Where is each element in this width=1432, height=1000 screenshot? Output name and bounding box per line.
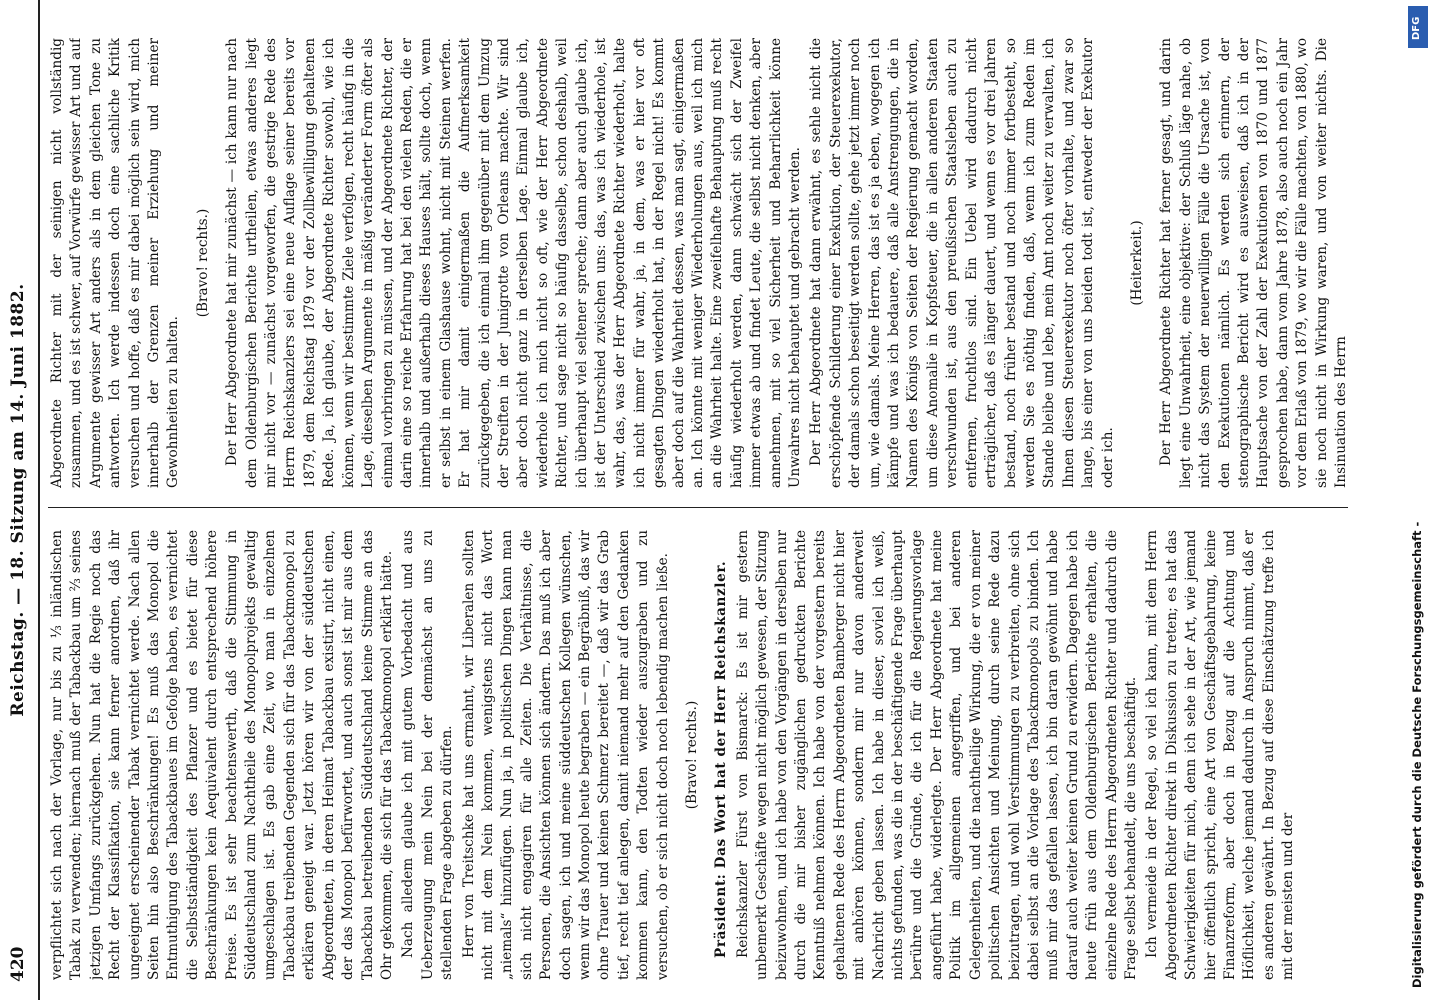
paragraph: Abgeordnete Richter mit der seinigen nicht vollständig zusammen, und es ist schwer, auf Vorwürfe gewisser Art und auf Argumente gewisser Art anders als in dem gleichen Tone zu antworten. Ich werde indessen doch eine sachliche Kritik versuchen und hoffe, daß es mir dabei möglich sein wird, mich innerhalb der Grenzen meiner Erziehung und meiner Gewohnheiten zu halten. bbox=[49, 38, 182, 488]
digitization-credit bbox=[1406, 12, 1428, 988]
running-head: Reichstag. — 18. Sitzung am 14. Juni 1882. bbox=[8, 283, 28, 717]
right-column bbox=[48, 38, 1358, 488]
paragraph: verpflichtet sich nach der Vorlage, nur bis zu ⅓ inländischen Tabak zu verwenden; hiernach muß der Tabackbau um ⅔ seines jetzigen Umfangs zurückgehen. Nun hat die Regie noch das Recht der Klassifikation, sie kann ferner anordnen, daß ihr ungeeignet erscheinender Tabak vernichtet werde. Nach allen Seiten hin also Beschränkungen! Es muß das Monopol die Entmuthigung des Tabackbaues im Gefolge haben, es vernichtet die Selbstständigkeit des Pflanzer und es bietet für diese Beschränkungen kein Aequivalent durch entsprechend höhere Preise. Es ist sehr beachtenswerth, daß die Stimmung in Süddeutschland zum Nachtheile des Monopolprojekts gewaltig umgeschlagen ist. Es gab eine Zeit, wo man in einzelnen Tabackbau treibenden Gegenden sich für das Tabackmonopol zu erklären geneigt war. Jetzt hören wir von der süddeutschen Abgeordneten, in deren Heimat Tabackbau existirt, nicht einen, der das Monopol befürwortet, und auch sonst ist mir aus dem Tabackbau betreibenden Süddeutschland keine Stimme an das Ohr gekommen, die sich für das Tabackmonopol erklärt hätte. bbox=[49, 530, 395, 980]
paragraph: Der Herr Abgeordnete hat mir zunächst — ich kann nur nach dem Oldenburgischen Berichte urtheilen, etwas anderes liegt mir nicht vor — zunächst vorgeworfen, die gestrige Rede des Herrn Reichskanzlers sei eine neue Auflage seiner bereits vor 1879, dem Reichstag 1879 vor der Zollbewilligung gehaltenen Rede. Ja, ich glaube, der Abgeordnete Richter sowohl, wie ich können, wenn wir bestimmte Ziele verfolgen, recht häufig in die Lage, dieselben Argumente in mäßig veränderter Form öfter als einmal vorbringen zu müssen, und der Abgeordnete Richter, der darin eine so reiche Erfahrung hat bei den vielen Reden, die er innerhalb und außerhalb dieses Hauses hält, sollte doch, wenn er selbst in einem Glashause wohnt, nicht mit Steinen werfen. Er hat mir damit einigermaßen die Aufmerksamkeit zurückgegeben, die ich einmal ihm gegenüber mit dem Umzug der Streiften in der Junigrotte von Orleans machte. Wir sind aber doch nicht ganz in derselben Lage. Einmal glaube ich, wiederhole ich mich nicht so oft, wie der Herr Abgeordnete Richter, und sage nicht so häufig dasselbe, schon deshalb, weil ich überhaupt viel seltener spreche; dann aber auch glaube ich, ist der Unterschied zwischen uns: das, was ich wiederhole, ist wahr, das, was der Herr Abgeordnete Richter wiederholt, halte ich nicht immer für wahr, ja, in dem, was er hier vor oft gesagten Dingen wiederholt hat, in der Regel nicht! Es kommt aber doch auf die Wahrheit dessen, was man sagt, einigermaßen an. Ich könnte mit weniger Wiederholungen aus, weil ich mich an die Wahrheit halte. Eine zweifelhafte Behauptung muß recht häufig wiederholt werden, dann schwächt sich der Zweifel immer etwas ab und findet Leute, die selbst nicht denken, aber annehmen, mit so viel Sicherheit und Beharrlichkeit könne Unwahres nicht behauptet und gebracht werden. bbox=[224, 38, 804, 488]
credit-text: Digitalisierung gefördert durch die Deutsche Forschungsgemeinschaft - bbox=[1410, 521, 1424, 988]
paragraph: Der Herr Abgeordnete hat dann erwähnt, es sehle nicht die erschöpfende Schilderung einer Exekution, der Steuerexekutor, der damals schon beseitigt werden sollte, gehe jetzt immer noch um, wie damals. Meine Herren, das ist es ja eben, wogegen ich kämpfe und was ich bedauere, daß alle Anstrengungen, die in Namen des Königs von Seiten der Regierung gemacht worden, um diese Anomalie in Kopfsteuer, die in allen anderen Staaten verschwunden ist, aus den preußischen Staatsleben auch zu entfernen, fruchtlos sind. Ein Uebel wird dadurch nicht erträglicher, daß es länger dauert, und wenn es vor drei Jahren bestand, noch früher bestand und noch immer fortbesteht, so werden Sie es nöthig finden, daß, wenn ich zum Reden im Stande bleibe und lebe, mein Amt noch weiter zu verwalten, ich Ihnen diesen Steuerexekutor noch öfter vorhalte, und zwar so lange, bis einer von uns beiden todt ist, entweder der Exekutor oder ich. bbox=[808, 38, 1116, 488]
interjection: (Bravo! rechts.) bbox=[194, 208, 211, 318]
page-number: 420 bbox=[8, 946, 28, 982]
dfg-logo bbox=[1408, 6, 1428, 48]
speaker-line: Präsident: Das Wort hat der Herr Reichskanzler. bbox=[713, 560, 730, 958]
left-column bbox=[48, 530, 1358, 980]
paragraph: Reichskanzler Fürst von Bismarck: Es ist mir gestern unbemerkt Geschäfte wegen nicht möglich gewesen, der Sitzung beizuwohnen, und ich habe von den Vorgängen in derselben nur durch die mir bisher zugänglichen gedruckten Berichte Kenntniß nehmen können. Ich habe von der vorgestern bereits gehaltenen Rede des Herrn Abgeordneten Bamberger nicht hier mit anhören können, sondern mir nur davon anderweit Nachricht geben lassen. Ich habe in dieser, soviel ich weiß, nichts gefunden, was die in der beschäftigende Frage überhaupt berühre und die Gründe, die ich für die Regierungsvorlage angeführt habe, widerlegte. Der Herr Abgeordnete hat meine Politik im allgemeinen angegriffen, und bei anderen Gelegenheiten, und die nachtheilige Wirkung, die er von meiner politischen Ansichten und Meinung, durch seine Rede dazu beizutragen, und wohl Verstimmungen zu verbreiten, ohne sich dabei selbst an die Vorlage des Tabackmonopols zu binden. Ich muß mir das gefallen lassen, ich bin daran gewöhnt und habe darauf auch weiter keinen Grund zu erwidern. Dagegen habe ich heute früh aus dem Oldenburgischen Berichte erhalten, die einzelne Rede des Herrn Abgeordneten Richter und dadurch die Frage selbst behandelt, die uns beschäftigt. bbox=[734, 530, 1139, 980]
interjection: (Heiterkeit.) bbox=[1128, 220, 1145, 306]
paragraph: Herr von Treitschke hat uns ermahnt, wir Liberalen sollten nicht mit dem Nein kommen, wenigstens nicht das Wort „niemals“ hinzufügen. Nun ja, in politischen Dingen kann man sich nicht engagiren für alle Zeiten. Die Verhältnisse, die Personen, die Ansichten können sich ändern. Das muß ich aber doch sagen, ich und meine süddeutschen Kollegen wünschen, wenn wir das Monopol heute begraben — ein Begräbniß, das wir ohne Trauer und keinen Schmerz bereitet —, daß wir das Grab tief, recht tief anlegen, damit niemand mehr auf den Gedanken kommen kann, den Todten wieder auszugraben und zu versuchen, ob er sich nicht doch noch lebendig machen ließe. bbox=[460, 530, 671, 980]
column-divider bbox=[48, 507, 1348, 508]
dfg-logo-text: DFG bbox=[1411, 16, 1422, 40]
paragraph: Der Herr Abgeordnete Richter hat ferner gesagt, und darin liegt eine Unwahrheit, eine objektive: der Schluß läge nahe, ob nicht das System der neuerwilligen Fälle die Ursache ist, von den Exekutionen nämlich. Es werden sich erinnern, der stenographische Bericht wird es ausweisen, daß ich in der Hauptsache von der Zahl der Exekutionen von 1870 und 1877 gesprochen habe, dann vom Jahre 1878, also auch noch ein Jahr vor dem Erlaß von 1879, wo wir die Fälle machten, von 1880, wo sie noch nicht in Wirkung waren, und von weiter nichts. Die Insinuation des Herrn bbox=[1158, 38, 1349, 488]
paragraph: Nach alledem glaube ich mit gutem Vorbedacht und aus Ueberzeugung mein Nein bei der demnächst an uns zu stellenden Frage abgeben zu dürfen. bbox=[400, 530, 456, 980]
page-header bbox=[0, 0, 40, 1000]
interjection: (Bravo! rechts.) bbox=[684, 700, 700, 810]
paragraph: Ich vermeide in der Regel, so viel ich kann, mit dem Herrn Abgeordneten Richter direkt in Diskussion zu treten; es hat das Schwierigkeiten für mich, denn ich sehe in der Art, wie jemand hier öffentlich spricht, eine Art von Geschäftsgebahrung, keine Finanzreform, aber doch in Bezug auf die Achtung und Höflichkeit, welche jemand dadurch in Anspruch nimmt, daß er es anderen gewährt. In Bezug auf diese Einschätzung treffe ich mit der meisten und der bbox=[1144, 530, 1297, 980]
